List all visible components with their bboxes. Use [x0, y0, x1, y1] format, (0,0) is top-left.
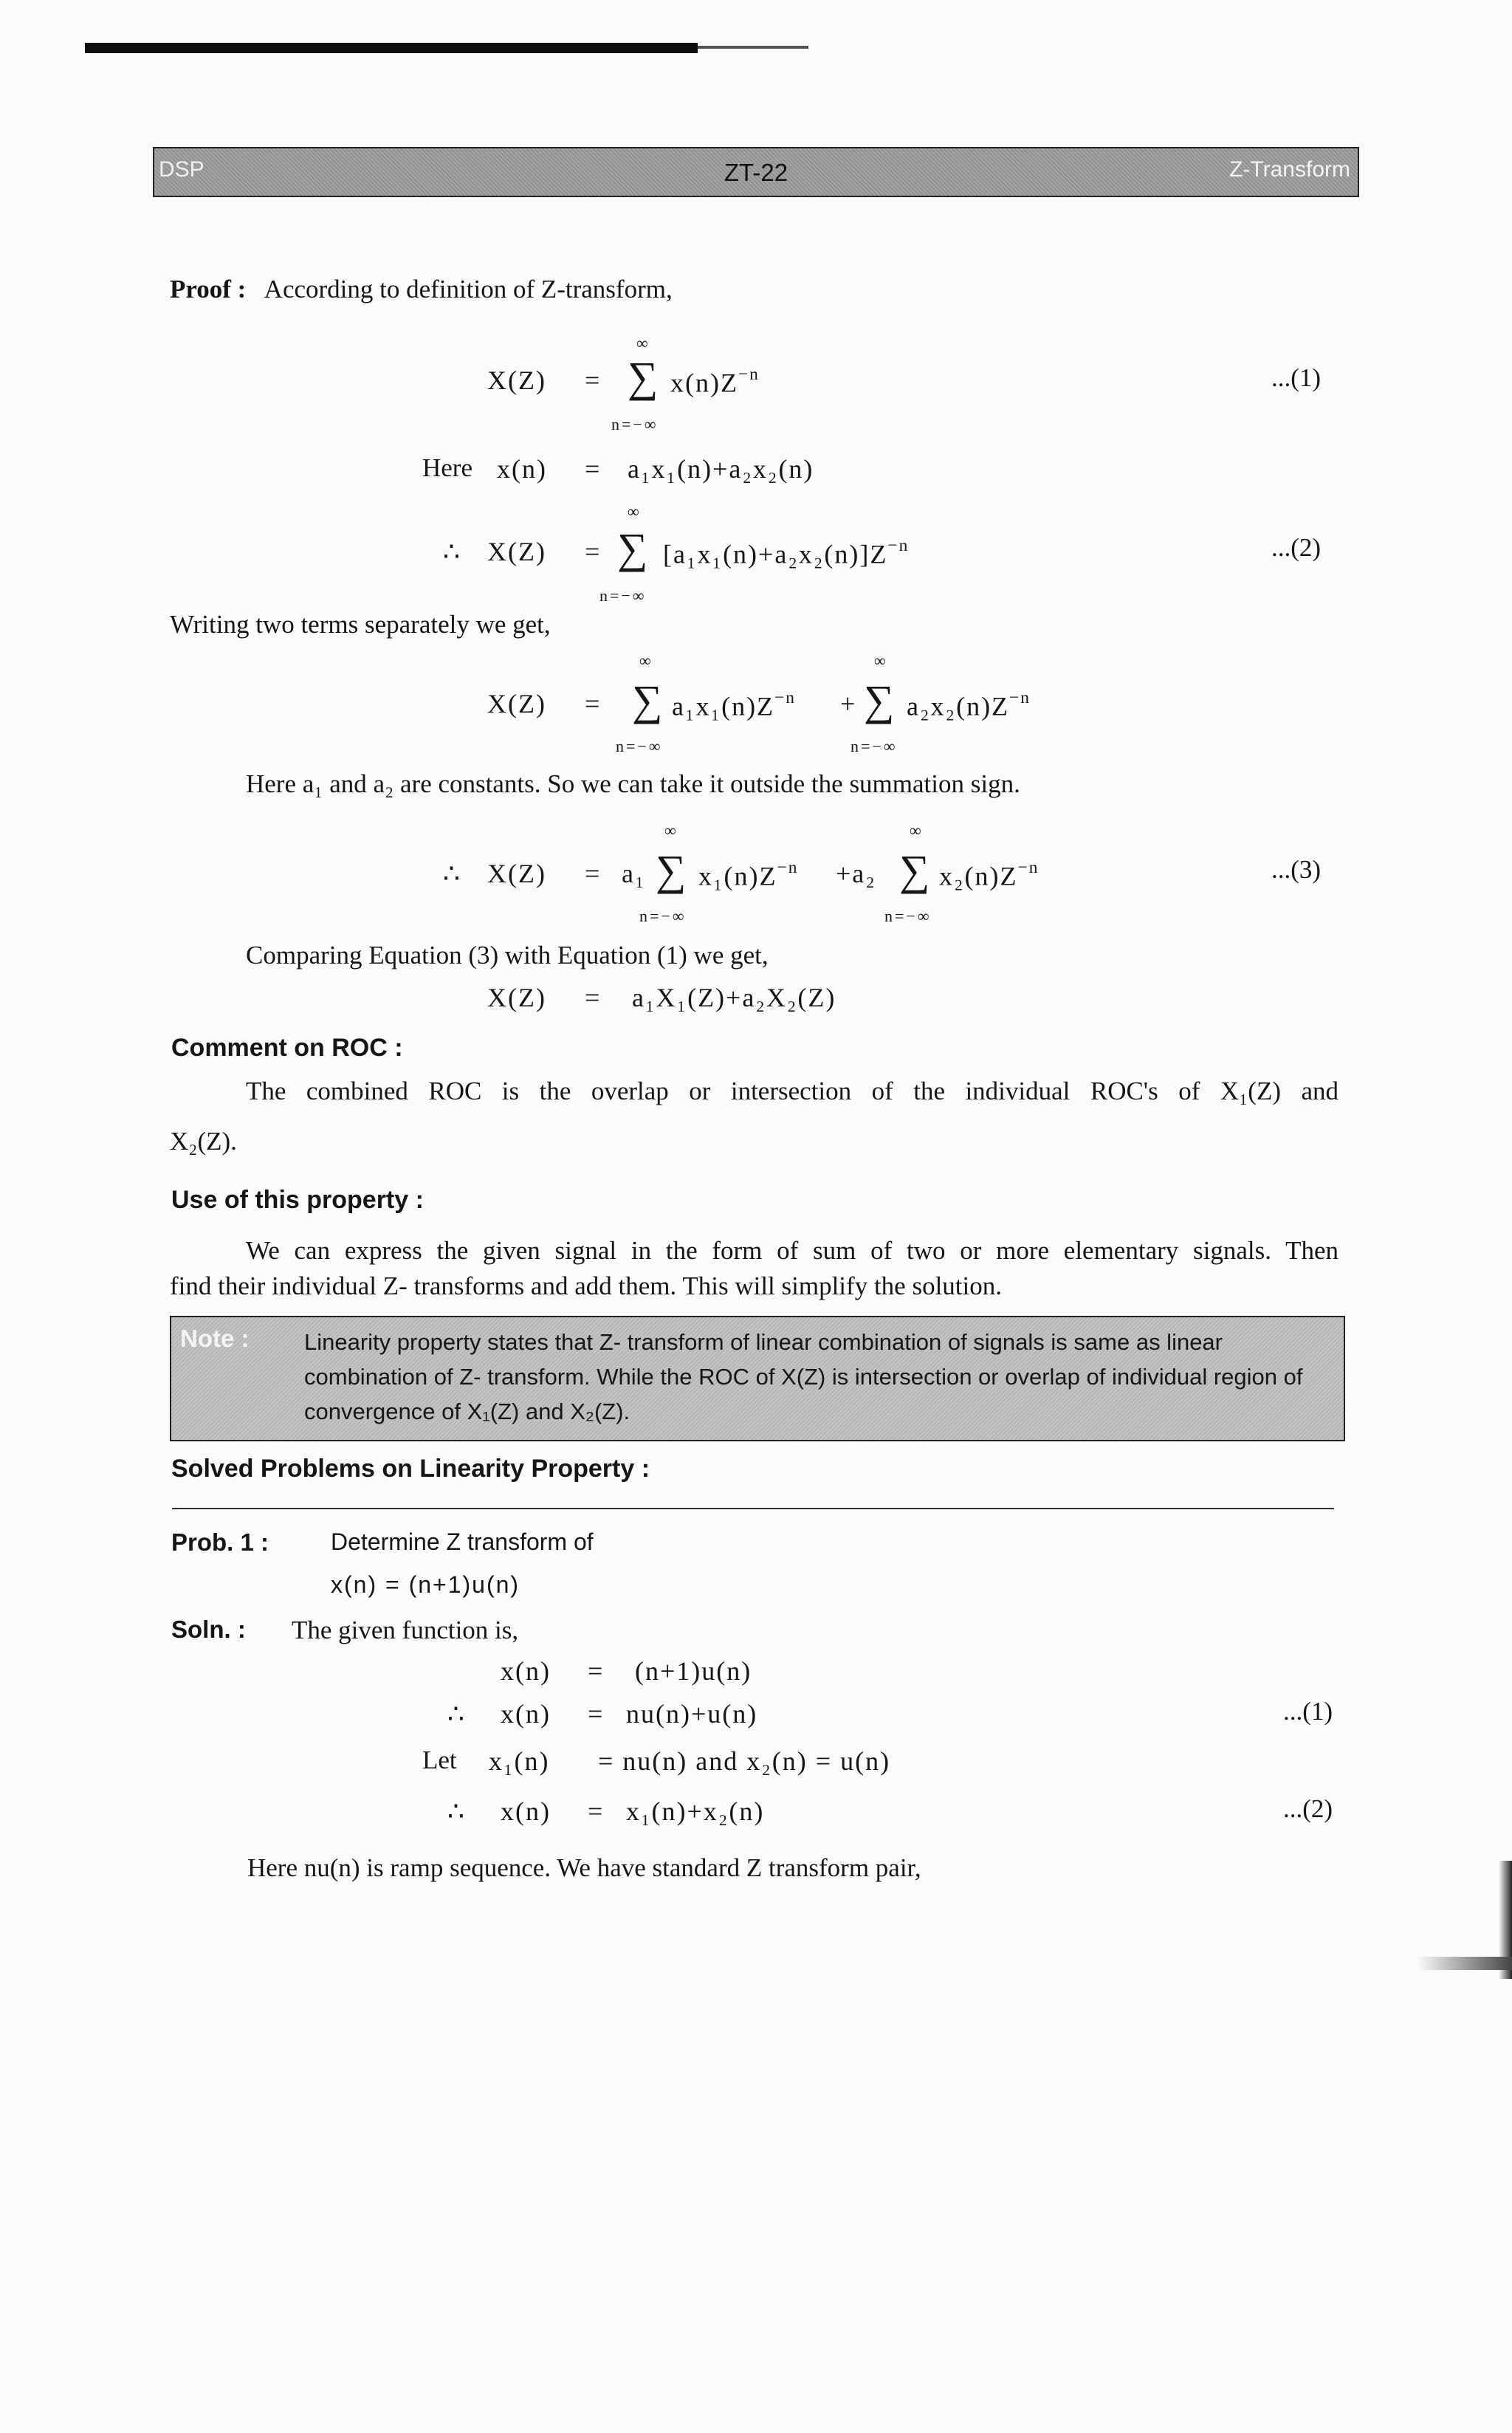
here1-lhs: x(n): [497, 454, 547, 484]
proof-line: [170, 275, 673, 304]
eq2-lhs: X(Z): [487, 537, 546, 566]
eq1-number: ...(1): [1271, 363, 1322, 392]
soln-l1-lhs: x(n): [501, 1656, 551, 1686]
soln-l2-equals: =: [588, 1699, 605, 1729]
header-right: Z-Transform: [1229, 157, 1350, 182]
eq3-equals: =: [585, 859, 602, 888]
split-summation-icon-1: ∑: [632, 676, 663, 724]
split-plus: +: [840, 689, 857, 718]
prob-line-2: x(n) = (n+1)u(n): [331, 1571, 520, 1598]
scan-edge-smudge: [1418, 1957, 1512, 1970]
header-page-number: ZT-22: [724, 159, 788, 186]
eq3-a1: a₁: [622, 859, 646, 888]
eq2-summation-icon: ∑: [617, 524, 648, 572]
top-scan-bar-tail: [698, 46, 808, 49]
writing-line: Writing two terms separately we get,: [170, 610, 551, 639]
proof-label: Proof :: [170, 275, 247, 303]
eq3-upper-limit-2: ∞: [910, 821, 924, 840]
top-scan-bar: [85, 43, 698, 53]
soln-l2-rhs: nu(n)+u(n): [626, 1699, 758, 1729]
eq2-number: ...(2): [1271, 533, 1322, 562]
use-line-2: find their individual Z- transforms and add them. This will simplify the solution.: [170, 1272, 1002, 1300]
note-box: [170, 1316, 1345, 1441]
constants-line: Here a₁ and a₂ are constants. So we can take it outside the summation sign.: [246, 769, 1020, 798]
eq1-rhs: $x(n)Z^{-n}$: [670, 365, 760, 398]
eq3-lower-limit-1: n=−∞: [639, 907, 687, 925]
eq2-upper-limit: ∞: [628, 502, 642, 521]
soln-l3-lhs: x₁(n): [489, 1746, 550, 1776]
soln-l3-let: Let: [422, 1746, 457, 1774]
here1-rhs: a₁x₁(n)+a₂x₂(n): [628, 454, 814, 484]
eq3-number: ...(3): [1271, 855, 1322, 884]
split-lower-limit-1: n=−∞: [616, 737, 663, 755]
split-summation-icon-2: ∑: [864, 676, 895, 724]
roc-line-2: X₂(Z).: [170, 1127, 237, 1156]
use-line-1: We can express the given signal in the form of sum of two or more elementary signals. Then: [246, 1236, 1339, 1265]
eq3-lower-limit-2: n=−∞: [884, 907, 932, 925]
soln-l4-equals: =: [588, 1797, 605, 1826]
split-upper-limit-1: ∞: [639, 651, 653, 670]
soln-l2-therefore-icon: ∴: [447, 1699, 466, 1729]
eq1-equals: =: [585, 366, 602, 395]
roc-line-1: The combined ROC is the overlap or intersection of the individual ROC's of X₁(Z) and: [246, 1077, 1339, 1105]
split-upper-limit-2: ∞: [874, 651, 888, 670]
soln-l4-number: ...(2): [1283, 1794, 1333, 1823]
result-rhs: a₁X₁(Z)+a₂X₂(Z): [632, 983, 836, 1012]
note-label: Note :: [180, 1325, 250, 1352]
eq2-rhs: $[a_1x_1(n)+a_2x_2(n)]Z^{-n}$: [663, 536, 910, 569]
eq3-plus-a2: +a₂: [836, 859, 876, 888]
soln-l4-therefore-icon: ∴: [447, 1797, 466, 1826]
result-equals: =: [585, 983, 602, 1012]
split-lhs: X(Z): [487, 689, 546, 718]
eq3-term2: $x_2(n)Z^{-n}$: [939, 858, 1040, 891]
soln-intro: The given function is,: [292, 1616, 519, 1644]
split-equals: =: [585, 689, 602, 718]
note-text: Linearity property states that Z- transform of linear combination of signals is same as linear combination of Z- transform. While the ROC of X(Z) is intersection or overlap of individual region of convergence of X₁(Z) and X₂(Z).: [304, 1329, 1303, 1424]
eq1-lower-limit: n=−∞: [611, 415, 659, 433]
proof-text: According to definition of Z-transform,: [264, 275, 673, 303]
split-lower-limit-2: n=−∞: [850, 737, 898, 755]
section-divider: [172, 1508, 1334, 1509]
eq1-summation-icon: ∑: [628, 353, 659, 401]
soln-label: Soln. :: [171, 1616, 246, 1643]
soln-l3-rhs: = nu(n) and x₂(n) = u(n): [598, 1746, 891, 1776]
soln-l1-rhs: (n+1)u(n): [635, 1656, 752, 1686]
solved-heading: Solved Problems on Linearity Property :: [171, 1455, 650, 1483]
prob-line-1: Determine Z transform of: [331, 1528, 594, 1555]
here1-equals: =: [585, 454, 602, 484]
eq2-equals: =: [585, 537, 602, 566]
eq3-therefore-icon: ∴: [443, 859, 461, 888]
soln-l1-equals: =: [588, 1656, 605, 1686]
soln-l2-number: ...(1): [1283, 1697, 1333, 1726]
eq2-lower-limit: n=−∞: [599, 586, 647, 605]
eq3-summation-icon-2: ∑: [899, 846, 930, 894]
result-lhs: X(Z): [487, 983, 546, 1012]
split-term1: $a_1x_1(n)Z^{-n}$: [672, 688, 796, 721]
eq2-therefore-icon: ∴: [443, 537, 461, 566]
page-header: [153, 147, 1359, 197]
eq3-summation-icon-1: ∑: [656, 846, 687, 894]
prob-label: Prob. 1 :: [171, 1528, 269, 1556]
use-heading: Use of this property :: [171, 1186, 424, 1214]
split-term2: $a_2x_2(n)Z^{-n}$: [907, 688, 1031, 721]
eq3-lhs: X(Z): [487, 859, 546, 888]
eq3-upper-limit-1: ∞: [664, 821, 678, 840]
soln-l2-lhs: x(n): [501, 1699, 551, 1729]
roc-heading: Comment on ROC :: [171, 1034, 403, 1062]
soln-l4-rhs: x₁(n)+x₂(n): [626, 1797, 765, 1826]
comparing-line: Comparing Equation (3) with Equation (1) we get,: [246, 941, 769, 970]
soln-l4-lhs: x(n): [501, 1797, 551, 1826]
header-left: DSP: [159, 157, 205, 182]
here1-label: Here: [422, 453, 473, 482]
eq1-upper-limit: ∞: [636, 334, 650, 352]
eq3-term1: $x_1(n)Z^{-n}$: [698, 858, 799, 891]
eq1-lhs: X(Z): [487, 366, 546, 395]
ramp-line: Here nu(n) is ramp sequence. We have standard Z transform pair,: [247, 1853, 921, 1882]
